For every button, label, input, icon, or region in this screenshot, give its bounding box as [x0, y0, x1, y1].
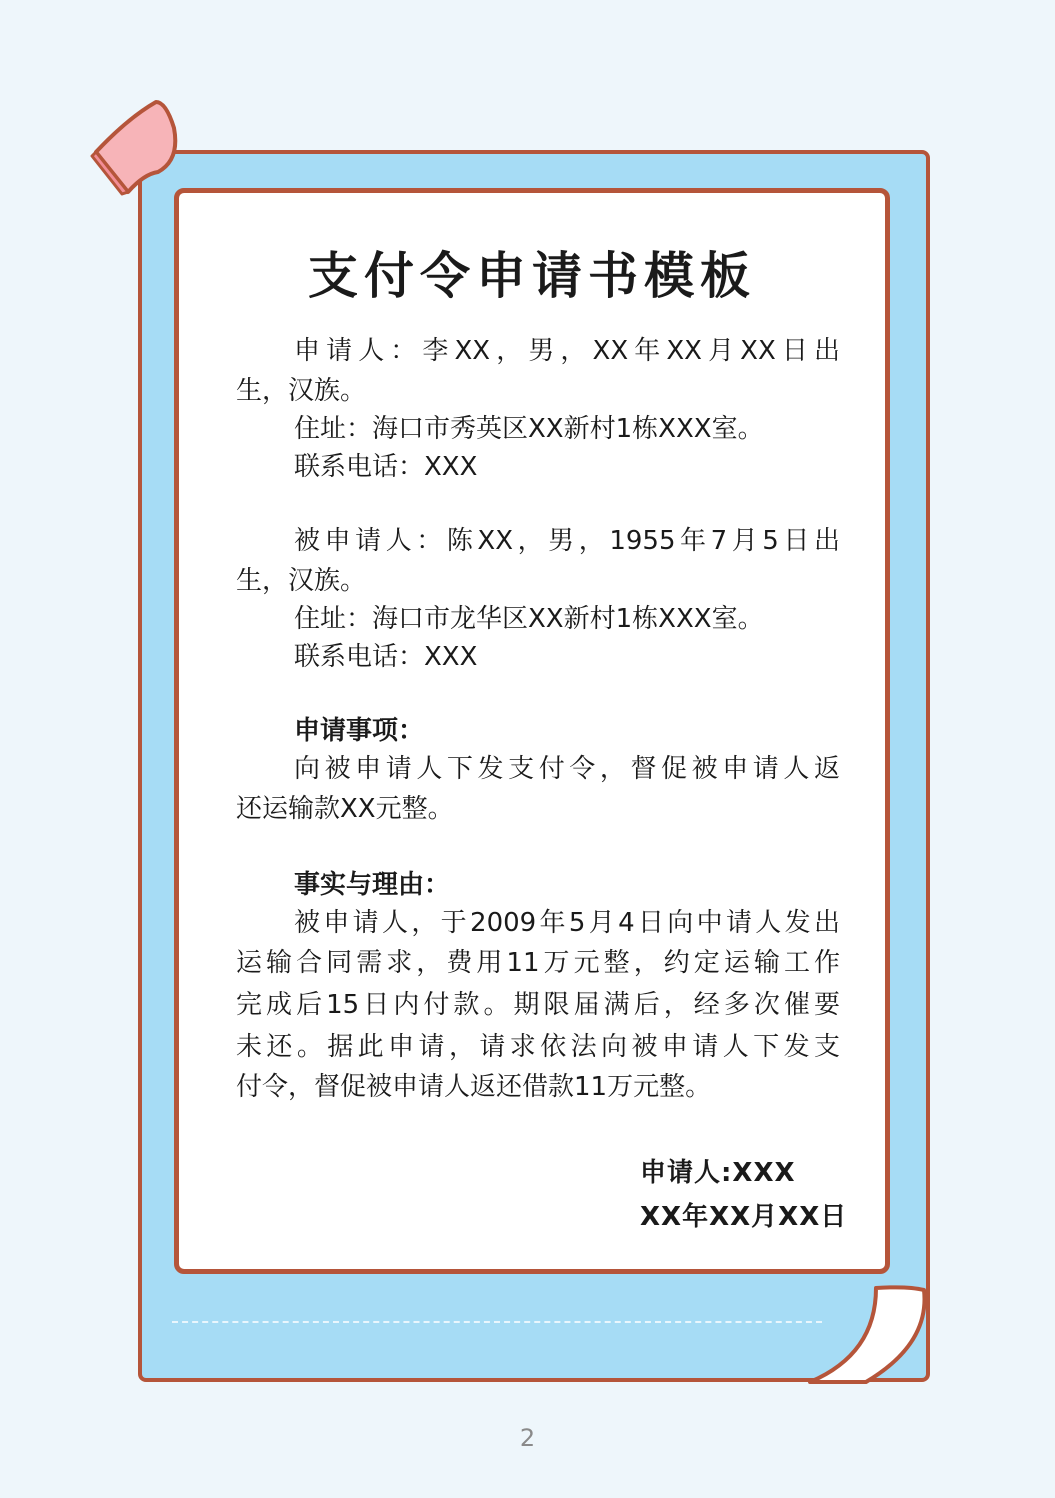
request-line-1: 向被申请人下发支付令，督促被申请人返 — [294, 754, 840, 784]
facts-line-4: 未还。据此申请，请求依法向被申请人下发支 — [236, 1032, 840, 1062]
applicant-line-2: 生，汉族。 — [236, 376, 367, 406]
respondent-line-2: 生，汉族。 — [236, 566, 367, 596]
request-line-2: 还运输款XX元整。 — [236, 794, 454, 824]
dashed-divider — [172, 1321, 822, 1323]
page-title: 支付令申请书模板 — [308, 247, 756, 305]
signature-name: 申请人:XXX — [640, 1158, 796, 1188]
applicant-phone: 联系电话：XXX — [294, 452, 478, 482]
respondent-address: 住址：海口市龙华区XX新村1栋XXX室。 — [294, 604, 764, 634]
request-heading: 申请事项： — [294, 716, 425, 746]
page-number: 2 — [519, 1424, 536, 1452]
facts-heading: 事实与理由： — [294, 870, 451, 900]
facts-line-3: 完成后15日内付款。期限届满后，经多次催要 — [236, 990, 840, 1020]
respondent-phone: 联系电话：XXX — [294, 642, 478, 672]
applicant-address: 住址：海口市秀英区XX新村1栋XXX室。 — [294, 414, 764, 444]
facts-line-1: 被申请人，于2009年5月4日向中请人发出 — [294, 908, 840, 938]
signature-date: XX年XX月XX日 — [640, 1202, 848, 1232]
pushpin-icon — [88, 96, 188, 196]
facts-line-5: 付令，督促被申请人返还借款11万元整。 — [236, 1072, 712, 1102]
respondent-line-1: 被申请人：陈XX，男，1955年7月5日出 — [294, 526, 840, 556]
facts-line-2: 运输合同需求，费用11万元整，约定运输工作 — [236, 948, 840, 978]
applicant-line-1: 申请人：李XX，男，XX年XX月XX日出 — [294, 336, 840, 366]
page-curl-icon — [806, 1284, 936, 1386]
